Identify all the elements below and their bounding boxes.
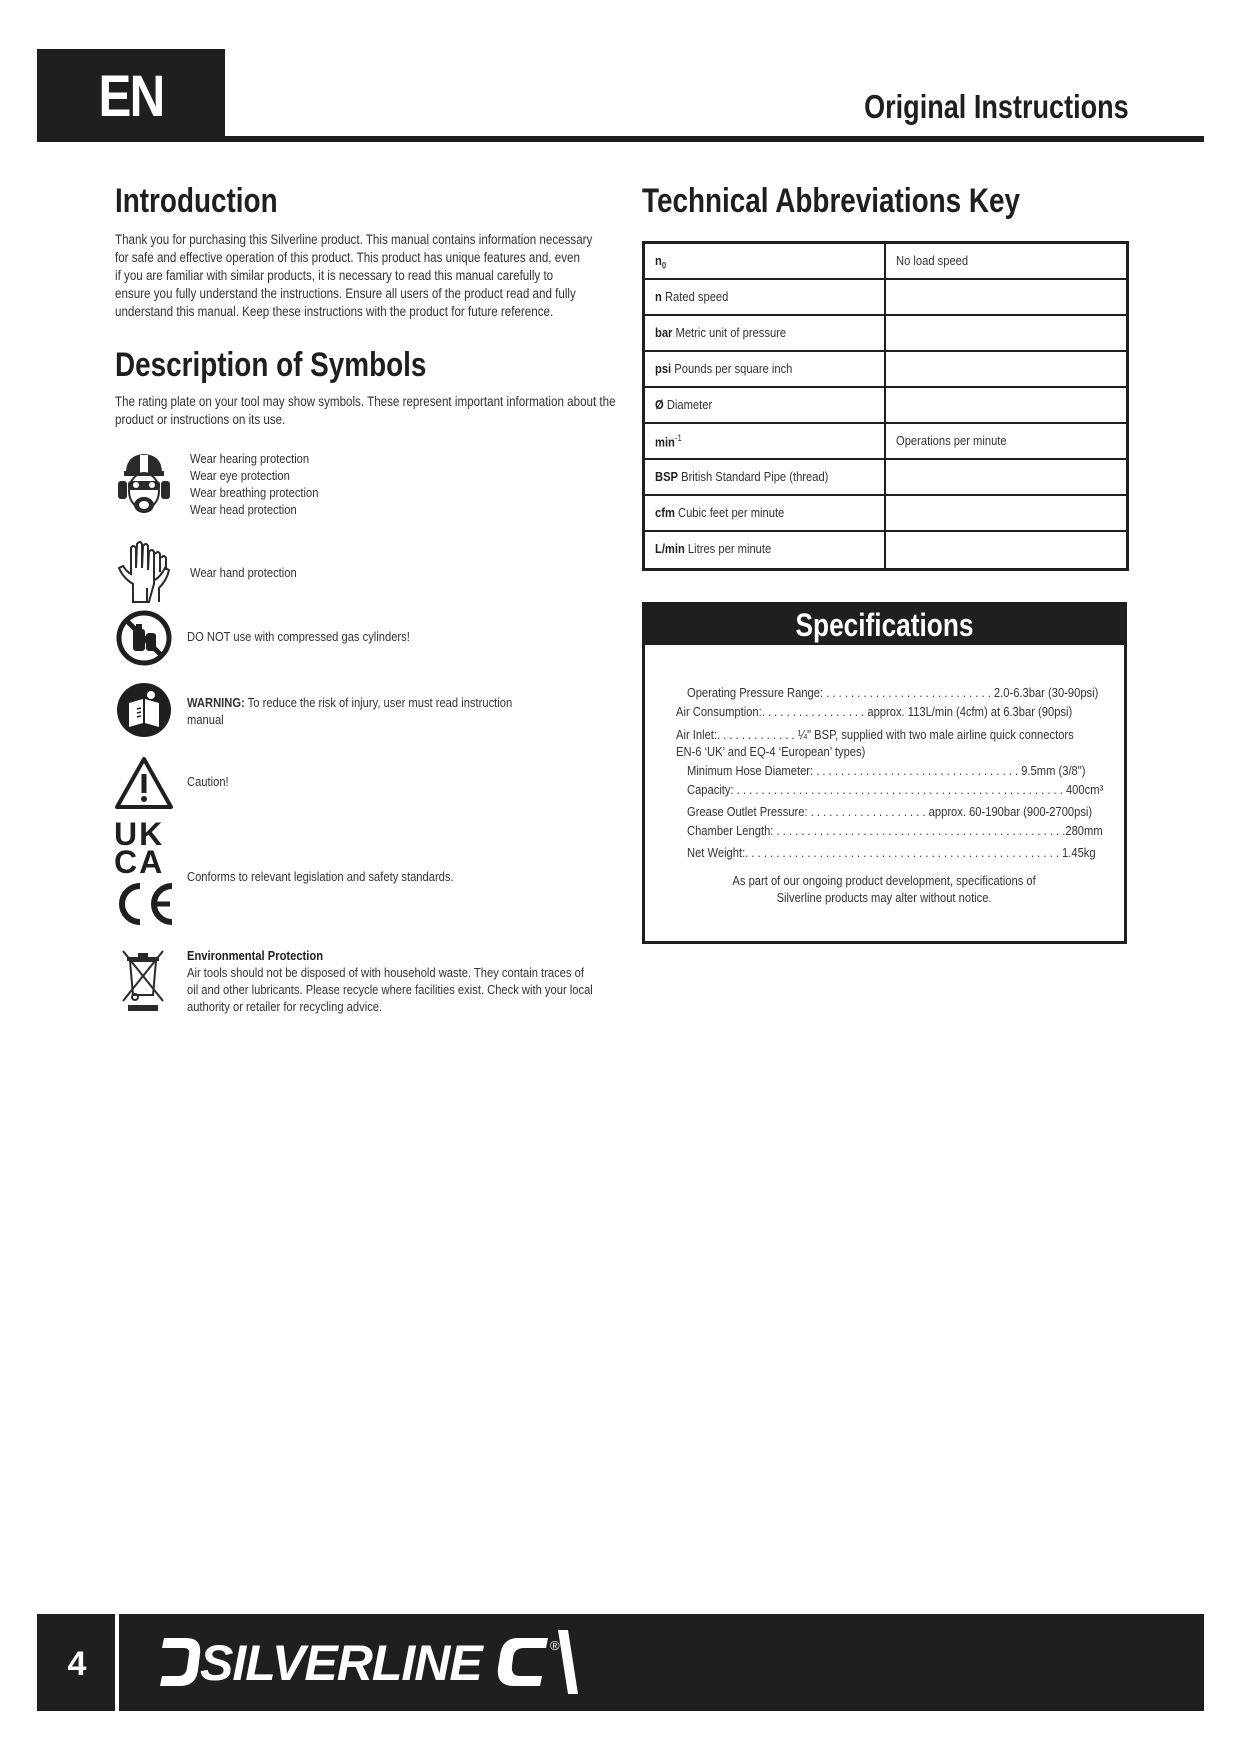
specifications-box xyxy=(642,602,1127,944)
abbr-subscript: 0 xyxy=(661,260,667,271)
table-row xyxy=(645,460,1126,496)
environmental-line: Air tools should not be disposed of with household waste. They contain traces of xyxy=(187,965,584,980)
hand-protection-text: Wear hand protection xyxy=(190,565,297,580)
silverline-logo xyxy=(158,1630,578,1694)
spec-line: Minimum Hose Diameter: . . . . . . . . . . . . . . . . . . . . . . . . . . . . . . . . . 9.5mm (3/8") xyxy=(687,763,1086,778)
language-tab xyxy=(37,49,225,140)
abbr-cell xyxy=(645,424,886,458)
ppe-text xyxy=(190,450,318,518)
no-gas-cylinder-icon xyxy=(115,609,173,667)
specifications-header xyxy=(645,605,1124,645)
abbr-cell xyxy=(645,388,886,422)
table-row xyxy=(645,352,1126,388)
abbr-cell xyxy=(645,532,886,568)
symbols-intro-line: The rating plate on your tool may show symbols. These represent important information about the xyxy=(115,394,616,409)
abbr-description: Diameter xyxy=(666,397,713,412)
introduction-line: if you are familiar with similar products, it is necessary to read this manual carefully to xyxy=(115,268,554,283)
spec-line: Net Weight:. . . . . . . . . . . . . . . . . . . . . . . . . . . . . . . . . . . . . . . . . . . . . . . . . . . 1.45kg xyxy=(687,845,1096,860)
introduction-line: ensure you fully understand the instructions. Ensure all users of the product read and fully xyxy=(115,286,576,301)
abbr-description: Cubic feet per minute xyxy=(678,505,785,520)
environmental-line: authority or retailer for recycling advice. xyxy=(187,999,383,1014)
table-row xyxy=(645,244,1126,280)
symbols-heading: Description of Symbols xyxy=(115,346,427,384)
table-row xyxy=(645,388,1126,424)
spec-note-line: As part of our ongoing product development, specifications of xyxy=(732,873,1036,888)
ce-mark-icon xyxy=(114,882,176,926)
spec-note-line: Silverline products may alter without notice. xyxy=(776,890,992,905)
introduction-line: understand this manual. Keep these instructions with the product for future reference. xyxy=(115,304,554,319)
table-row xyxy=(645,316,1126,352)
spec-line: Chamber Length: . . . . . . . . . . . . . . . . . . . . . . . . . . . . . . . . . . . . . . . . . . . . . . .280mm xyxy=(687,823,1103,838)
abbr-cell xyxy=(645,316,886,350)
spec-note xyxy=(645,872,1123,906)
introduction-text xyxy=(115,231,631,321)
ukca-mark-top: UK xyxy=(114,816,165,852)
caution-text: Caution! xyxy=(187,774,229,789)
ppe-line: Wear head protection xyxy=(190,502,297,517)
page-title: Original Instructions xyxy=(864,88,1129,125)
table-row xyxy=(645,424,1126,460)
abbr-description: Litres per minute xyxy=(687,541,772,556)
warning-message-end: manual xyxy=(187,712,224,727)
abbr-symbol: min xyxy=(655,434,675,450)
abbr-description: British Standard Pipe (thread) xyxy=(681,469,829,484)
gloves-icon xyxy=(113,540,175,604)
footer-divider xyxy=(115,1614,119,1711)
abbr-cell xyxy=(645,496,886,530)
abbr-cell xyxy=(645,352,886,386)
spec-line: Operating Pressure Range: . . . . . . . . . . . . . . . . . . . . . . . . . . . 2.0-6.3bar (30-90psi) xyxy=(687,685,1099,700)
abbr-symbol: bar xyxy=(655,325,673,340)
abbr-symbol: n xyxy=(655,289,662,304)
abbr-symbol: Ø xyxy=(655,397,664,412)
spec-line: Capacity: . . . . . . . . . . . . . . . . . . . . . . . . . . . . . . . . . . . . . . . . . . . . . . . . . . . . . 400cm³ xyxy=(687,782,1104,797)
spec-line: EN-6 ‘UK’ and EQ-4 ‘European’ types) xyxy=(676,744,866,759)
registered-mark: ® xyxy=(550,1638,560,1653)
abbr-symbol: cfm xyxy=(655,505,675,520)
abbr-superscript: -1 xyxy=(674,433,682,443)
symbols-intro xyxy=(115,393,631,429)
caution-icon xyxy=(114,756,174,810)
ukca-mark-bottom: CA xyxy=(114,844,165,880)
read-manual-icon xyxy=(115,681,173,739)
table-row xyxy=(645,532,1126,568)
introduction-line: Thank you for purchasing this Silverline product. This manual contains information necessary xyxy=(115,232,593,247)
spec-line: Air Consumption:. . . . . . . . . . . . . . . . . approx. 113L/min (4cfm) at 6.3bar (90psi) xyxy=(676,704,1073,719)
abbr-symbol: psi xyxy=(655,361,672,376)
abbr-cell xyxy=(645,460,886,494)
conformity-text: Conforms to relevant legislation and safety standards. xyxy=(187,869,454,884)
environmental-text xyxy=(187,947,593,1015)
abbr-symbol: BSP xyxy=(655,469,678,484)
symbols-intro-line: product or instructions on its use. xyxy=(115,412,286,427)
warning-text xyxy=(187,694,512,728)
table-row xyxy=(645,496,1126,532)
warning-message: To reduce the risk of injury, user must read instruction xyxy=(247,695,513,710)
abbr-symbol: n xyxy=(655,253,662,268)
specifications-heading: Specifications xyxy=(795,607,974,643)
abbr-symbol: L/min xyxy=(655,541,685,556)
abbr-meaning: No load speed xyxy=(896,253,969,268)
brand-wordmark: SILVERLINE xyxy=(200,1635,482,1691)
table-row xyxy=(645,280,1126,316)
abbreviations-table xyxy=(642,241,1129,571)
ppe-line: Wear breathing protection xyxy=(190,485,319,500)
environmental-title: Environmental Protection xyxy=(187,948,324,963)
spec-line: Grease Outlet Pressure: . . . . . . . . . . . . . . . . . . . approx. 60-190bar (900-2700psi) xyxy=(687,804,1093,819)
ppe-line: Wear hearing protection xyxy=(190,451,310,466)
weee-bin-icon xyxy=(118,947,168,1013)
spec-line: Air Inlet:. . . . . . . . . . . . . ¼" BSP, supplied with two male airline quick connectors xyxy=(676,727,1074,742)
page-number: 4 xyxy=(67,1645,87,1683)
abbr-description: Metric unit of pressure xyxy=(675,325,787,340)
abbr-cell xyxy=(645,280,886,314)
gas-cylinder-text: DO NOT use with compressed gas cylinders! xyxy=(187,629,410,644)
abbr-cell xyxy=(645,244,886,278)
ppe-line: Wear eye protection xyxy=(190,468,290,483)
introduction-heading: Introduction xyxy=(115,182,278,220)
language-code: EN xyxy=(98,64,164,129)
ppe-icon xyxy=(114,449,174,521)
abbr-meaning: Operations per minute xyxy=(896,433,1007,448)
header-rule xyxy=(37,136,1204,142)
abbr-description: Pounds per square inch xyxy=(674,361,793,376)
introduction-line: for safe and effective operation of this product. This product has unique features and, even xyxy=(115,250,580,265)
ukca-mark-icon xyxy=(114,816,174,880)
environmental-line: oil and other lubricants. Please recycle where facilities exist. Check with your local xyxy=(187,982,593,997)
warning-label: WARNING: xyxy=(187,695,245,710)
abbreviations-heading: Technical Abbreviations Key xyxy=(642,182,1021,220)
abbr-description: Rated speed xyxy=(664,289,729,304)
